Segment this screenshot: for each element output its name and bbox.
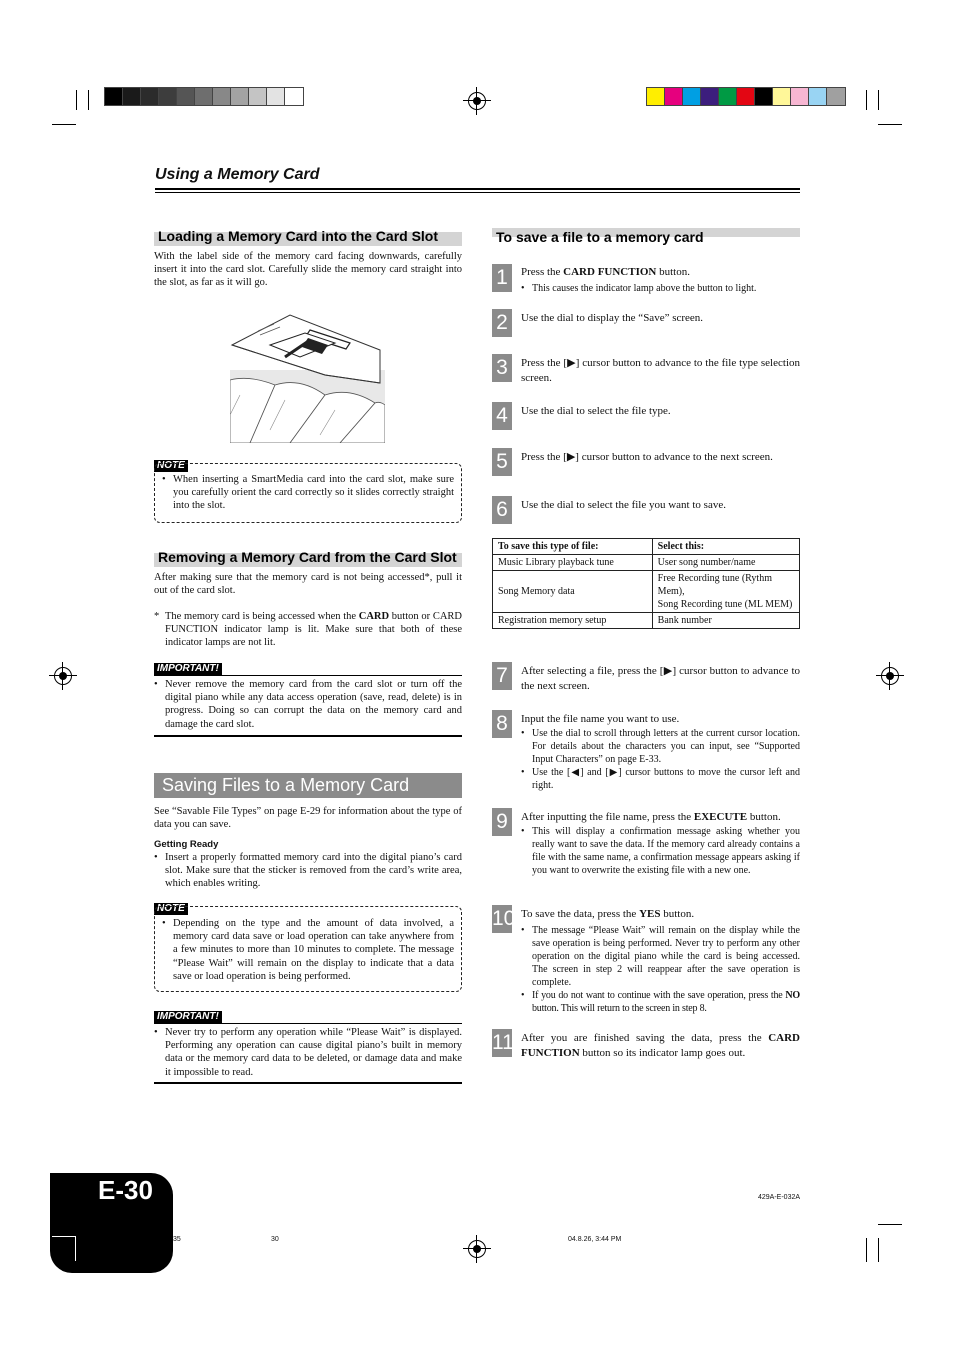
color-swatch xyxy=(719,88,737,105)
important-tag: IMPORTANT! xyxy=(154,1011,222,1023)
step-number: 6 xyxy=(492,496,512,524)
color-swatch xyxy=(285,88,303,105)
subheading-loading: Loading a Memory Card into the Card Slot xyxy=(154,232,462,246)
color-swatch xyxy=(683,88,701,105)
color-swatch xyxy=(195,88,213,105)
crop-mark xyxy=(878,1224,902,1225)
color-swatch xyxy=(105,88,123,105)
step-number: 11 xyxy=(492,1029,512,1057)
step-number: 10 xyxy=(492,905,512,933)
table-row xyxy=(493,571,800,613)
removing-body: After making sure that the memory card is not being accessed*, pull it out of the card slot. xyxy=(154,572,462,597)
header-rule xyxy=(155,188,800,190)
step-6: Use the dial to select the file you want to save. xyxy=(521,499,726,511)
crop-mark xyxy=(76,90,77,110)
color-swatch xyxy=(737,88,755,105)
color-swatch xyxy=(647,88,665,105)
step-number: 5 xyxy=(492,448,512,476)
color-bar xyxy=(647,88,847,105)
crop-mark xyxy=(866,1238,867,1262)
color-swatch xyxy=(791,88,809,105)
important-rule-bottom xyxy=(154,1082,462,1084)
step-number: 8 xyxy=(492,710,512,738)
card-insert-illustration xyxy=(230,305,385,443)
step-1: Press the CARD FUNCTION button. • This causes the indicator lamp above the button to light. xyxy=(521,265,800,295)
step-number: 2 xyxy=(492,309,512,337)
color-swatch xyxy=(773,88,791,105)
step-number: 9 xyxy=(492,808,512,836)
crop-mark xyxy=(878,90,879,110)
saving-body: See “Savable File Types” on page E-29 for information about the type of data you can save. xyxy=(154,806,462,831)
step-number: 4 xyxy=(492,402,512,430)
crop-mark xyxy=(878,1238,879,1262)
table-cell: Bank number xyxy=(652,613,799,629)
table-header-row xyxy=(493,539,800,555)
step-11: After you are finished saving the data, press the CARD FUNCTION button so its indicator lamp goes out. xyxy=(521,1032,800,1059)
note-tag: NOTE xyxy=(154,903,188,915)
registration-mark-icon xyxy=(881,667,899,685)
getting-ready-text: • Insert a properly formatted memory card into the digital piano’s card slot. Make sure that the sticker is removed from the card’s write area, which enables writing. xyxy=(154,851,462,891)
saving-heading-bar xyxy=(154,773,462,798)
color-swatch xyxy=(665,88,683,105)
registration-mark-icon xyxy=(468,92,486,110)
table-row xyxy=(493,555,800,571)
color-swatch xyxy=(213,88,231,105)
page-number-tab xyxy=(50,1173,173,1273)
important-rule-top xyxy=(154,675,462,676)
step-2: Use the dial to display the “Save” screen. xyxy=(521,312,704,324)
table-cell: User song number/name xyxy=(652,555,799,571)
crop-mark xyxy=(75,1237,76,1261)
crop-mark xyxy=(52,124,76,125)
saving-heading: Saving Files to a Memory Card xyxy=(162,775,410,795)
color-swatch xyxy=(827,88,845,105)
step-number: 7 xyxy=(492,662,512,690)
important-rule-bottom xyxy=(154,735,462,737)
note-tag: NOTE xyxy=(154,460,188,472)
header-rule-thin xyxy=(155,192,800,193)
page-number: E-30 xyxy=(98,1175,153,1205)
color-swatch xyxy=(159,88,177,105)
table-cell: Registration memory setup xyxy=(493,613,653,629)
color-swatch xyxy=(177,88,195,105)
step-7: After selecting a file, press the [▶] cursor button to advance to the next screen. xyxy=(521,665,800,692)
registration-mark-icon xyxy=(54,667,72,685)
subheading-removing: Removing a Memory Card from the Card Slot xyxy=(154,553,462,567)
table-header: To save this type of file: xyxy=(493,539,653,555)
step-number: 3 xyxy=(492,354,512,382)
color-swatch xyxy=(755,88,773,105)
table-cell: Song Memory data xyxy=(493,571,653,613)
getting-ready-heading: Getting Ready xyxy=(154,839,219,850)
color-swatch xyxy=(141,88,159,105)
important-tag: IMPORTANT! xyxy=(154,663,222,675)
section-title: Using a Memory Card xyxy=(155,166,320,183)
color-swatch xyxy=(267,88,285,105)
step-8: Input the file name you want to use. • Use the dial to scroll through letters at the current cursor location. For details about the characters you can input, see “Supported Input Characters” on page E-33. • Use the [◀] and [▶] cursor buttons to move the cursor left and right. xyxy=(521,712,800,792)
important-text: • Never remove the memory card from the card slot or turn off the digital piano while any data access operation (save, read, delete) is in progress. Doing so can corrupt the data on the memory card and damage the card slot. xyxy=(154,678,462,731)
table-header: Select this: xyxy=(652,539,799,555)
note-text: • When inserting a SmartMedia card into the card slot, make sure you carefully orient the card correctly so it slides correctly straight into the slot. xyxy=(162,473,454,513)
important-text: • Never try to perform any operation while “Please Wait” is displayed. Performing any operation can cause digital piano’s built in memory data or the memory card data to be deleted, or damage data and make it impossible to read. xyxy=(154,1026,462,1079)
table-row xyxy=(493,613,800,629)
table-cell: Music Library playback tune xyxy=(493,555,653,571)
crop-mark xyxy=(866,90,867,110)
subheading-save-file: To save a file to a memory card xyxy=(492,228,800,237)
note-text: • Depending on the type and the amount of data involved, a memory card data save or load operation can take anywhere from a few minutes to more than 10 minutes to complete. The message “Please Wait” will remain on the display to indicate that a data save or load operation is being performed. xyxy=(162,917,454,983)
color-swatch xyxy=(249,88,267,105)
step-10: To save the data, press the YES button. • The message “Please Wait” will remain on the display while the save operation is being performed. Never try to perform any other operation on the digital piano while the card is being accessed. The screen in step 2 will reappear after the save operation is complete. • If you do not want to continue with the save operation, press the NO button. This will return to the screen in step 8. xyxy=(521,907,800,1015)
document-code: 429A-E-032A xyxy=(758,1194,801,1201)
footnote: * The memory card is being accessed when the CARD button or CARD FUNCTION indicator lamp is lit. Make sure that both of these indicator lamps are not lit. xyxy=(154,611,462,649)
color-swatch xyxy=(123,88,141,105)
loading-body: With the label side of the memory card facing downwards, carefully insert it into the card slot. Carefully slide the memory card straight into the slot, as far as it will go. xyxy=(154,251,462,289)
color-swatch xyxy=(231,88,249,105)
color-swatch xyxy=(701,88,719,105)
step-3: Press the [▶] cursor button to advance to the file type selection screen. xyxy=(521,357,800,384)
crop-mark xyxy=(878,124,902,125)
file-type-table xyxy=(492,538,800,629)
step-number: 1 xyxy=(492,264,512,292)
registration-mark-icon xyxy=(468,1240,486,1258)
step-9: After inputting the file name, press the EXECUTE button. • This will display a confirmation message asking whether you really want to save the data. If the memory card already contains a file with the same name, a confirmation message appears asking if you want to overwrite the existing file with a new one. xyxy=(521,810,800,877)
crop-mark xyxy=(52,1236,76,1237)
step-4: Use the dial to select the file type. xyxy=(521,405,671,417)
step-5: Press the [▶] cursor button to advance to the next screen. xyxy=(521,451,773,463)
crop-mark xyxy=(88,90,89,110)
table-cell: Free Recording tune (Rythm Mem), Song Recording tune (ML MEM) xyxy=(652,571,799,613)
slug-mid: 30 xyxy=(271,1236,279,1243)
slug-right: 04.8.26, 3:44 PM xyxy=(568,1236,622,1243)
grayscale-bar xyxy=(105,88,305,105)
slug-left: 35 xyxy=(173,1236,181,1243)
color-swatch xyxy=(809,88,827,105)
important-rule-top xyxy=(154,1023,462,1024)
